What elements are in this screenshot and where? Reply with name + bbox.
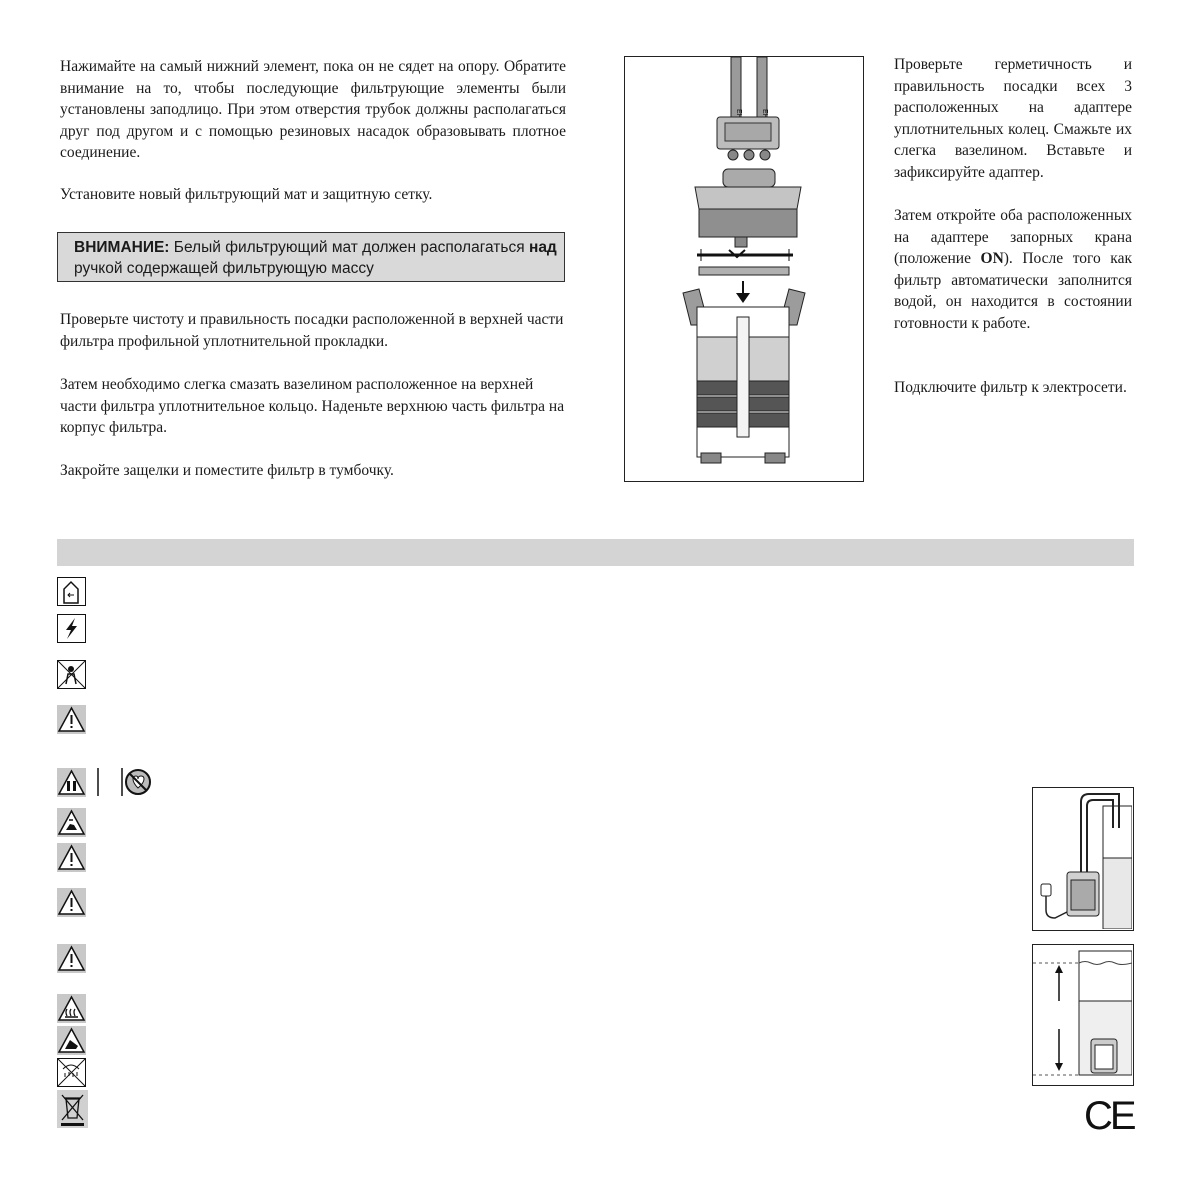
separator-line: [96, 768, 100, 801]
right-paragraph-2-end: ). После того как фильтр автоматически заполнится водой, он находится в состоянии готовности к работе.: [894, 250, 1133, 332]
aquarium-connection-figure: [1032, 787, 1134, 931]
instruction-paragraph-2: Установите новый фильтрующий мат и защитную сетку.: [60, 186, 433, 203]
weee-bin-icon: [57, 1090, 88, 1128]
warning-text-end: ручкой содержащей фильтрующую массу: [74, 260, 374, 277]
water-level-figure: [1032, 944, 1134, 1086]
no-implant-icon: [57, 768, 86, 797]
electric-shock-icon: [57, 614, 86, 643]
ce-mark: CE: [1084, 1094, 1134, 1138]
instruction-paragraph-1: Нажимайте на самый нижний элемент, пока он не сядет на опору. Обратите внимание на то, чтобы последующие фильтрующие элементы были установлены заподлицо. При этом отверстия трубок должны располагаться друг под другом и с помощью резиновых насадок образовывать плотное соединение.: [60, 58, 566, 162]
warning-icon: [57, 944, 86, 973]
instruction-paragraph-5: Закройте защелки и поместите фильтр в тумбочку.: [60, 462, 394, 479]
indoor-use-icon: [57, 577, 86, 606]
warning-box: [57, 232, 565, 282]
warning-emphasis: над: [528, 239, 557, 256]
right-paragraph-2: [894, 205, 1132, 335]
filter-assembly-drawing: [625, 57, 862, 480]
instruction-paragraph-4: Затем необходимо слегка смазать вазелином расположенное на верхней части фильтра уплотнительное кольцо. Наденьте верхнюю часть фильтра на корпус фильтра.: [60, 376, 565, 437]
warning-icon: [57, 843, 86, 872]
warning-icon: [57, 888, 86, 917]
warning-label: ВНИМАНИЕ:: [74, 239, 170, 256]
no-outdoor-icon: [57, 1058, 86, 1087]
on-position-label: ON: [980, 250, 1004, 268]
no-pacemaker-icon: [120, 768, 152, 801]
hot-surface-icon: [57, 994, 86, 1023]
no-children-icon: [57, 660, 86, 689]
filter-assembly-figure: [624, 56, 864, 482]
right-paragraph-2-start: Затем откройте оба расположенных на адаптере запорных крана (положение: [894, 207, 1132, 268]
instruction-paragraph-3: Проверьте чистоту и правильность посадки расположенной в верхней части фильтра профильной уплотнительной прокладки.: [60, 311, 564, 350]
section-header-bar: [57, 539, 1134, 566]
hand-hazard-icon: [57, 808, 86, 837]
right-paragraph-1: Проверьте герметичность и правильность посадки всех 3 расположенных на адаптере уплотнительных колец. Смажьте их слегка вазелином. Вставьте и зафиксируйте адаптер.: [894, 56, 1132, 181]
right-paragraph-3: Подключите фильтр к электросети.: [894, 379, 1127, 396]
warning-text: Белый фильтрующий мат должен располагаться: [173, 239, 525, 256]
pressure-hazard-icon: [57, 1026, 86, 1055]
warning-icon: [57, 705, 86, 734]
